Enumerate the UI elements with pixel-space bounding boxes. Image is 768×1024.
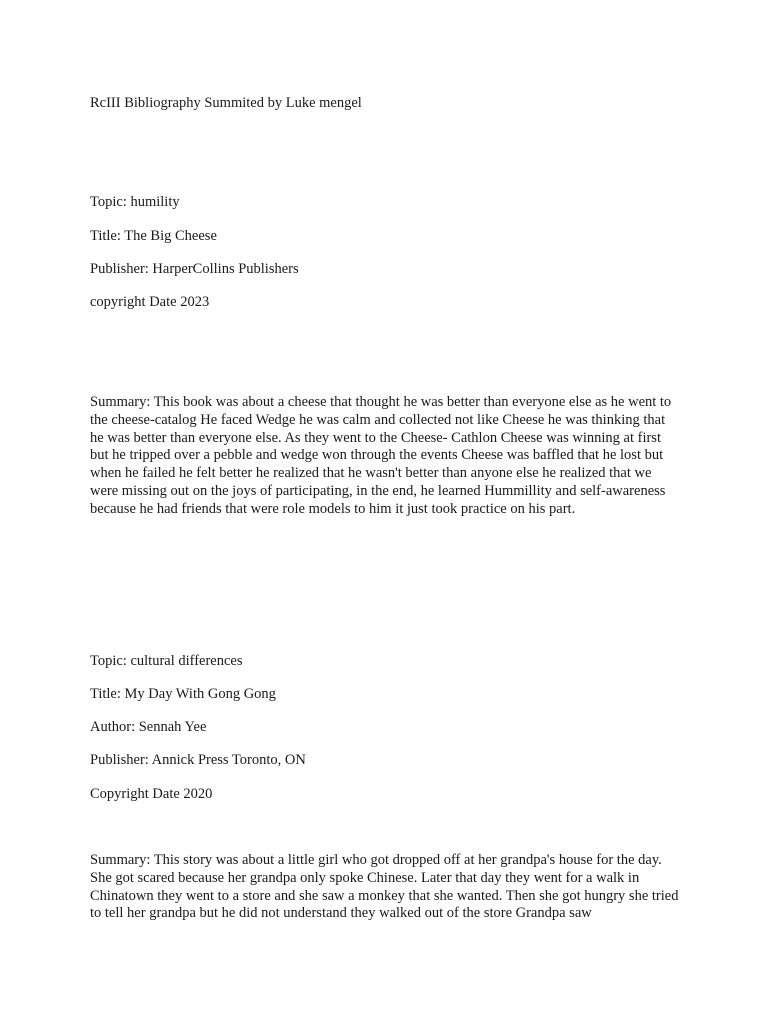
entry-2-topic: Topic: cultural differences — [90, 653, 243, 669]
entry-1-topic: Topic: humility — [90, 194, 180, 210]
entry-1-publisher: Publisher: HarperCollins Publishers — [90, 261, 299, 277]
entry-2-summary: Summary: This story was about a little girl who got dropped off at her grandpa's house for the day. She got scared because her grandpa only spoke Chinese. Later that day they went for a walk in Chinatown they went to a store and she saw a monkey that she wanted. Then she got hungry she tried to tell her grandpa but he did not understand they walked out of the store Grandpa saw — [90, 852, 679, 922]
entry-1-title: Title: The Big Cheese — [90, 228, 217, 244]
document-heading: RcIII Bibliography Summited by Luke mengel — [90, 95, 362, 111]
entry-2-copyright: Copyright Date 2020 — [90, 786, 213, 802]
entry-2-title: Title: My Day With Gong Gong — [90, 686, 276, 702]
entry-2-author: Author: Sennah Yee — [90, 719, 207, 735]
entry-1-summary: Summary: This book was about a cheese that thought he was better than everyone else as he went to the cheese-catalog He faced Wedge he was calm and collected not like Cheese he was thinking that he was better than everyone else. As they went to the Cheese- Cathlon Cheese was winning at first but he tripped over a pebble and wedge won through the events Cheese was baffled that he lost but when he failed he felt better he realized that he wasn't better than anyone else he realized that we were missing out on the joys of participating, in the end, he learned Hummillity and self-awareness because he had friends that were role models to him it just took practice on his part. — [90, 394, 672, 517]
entry-1-copyright: copyright Date 2023 — [90, 294, 210, 310]
document-page — [90, 0, 678, 1024]
entry-2-publisher: Publisher: Annick Press Toronto, ON — [90, 752, 306, 768]
